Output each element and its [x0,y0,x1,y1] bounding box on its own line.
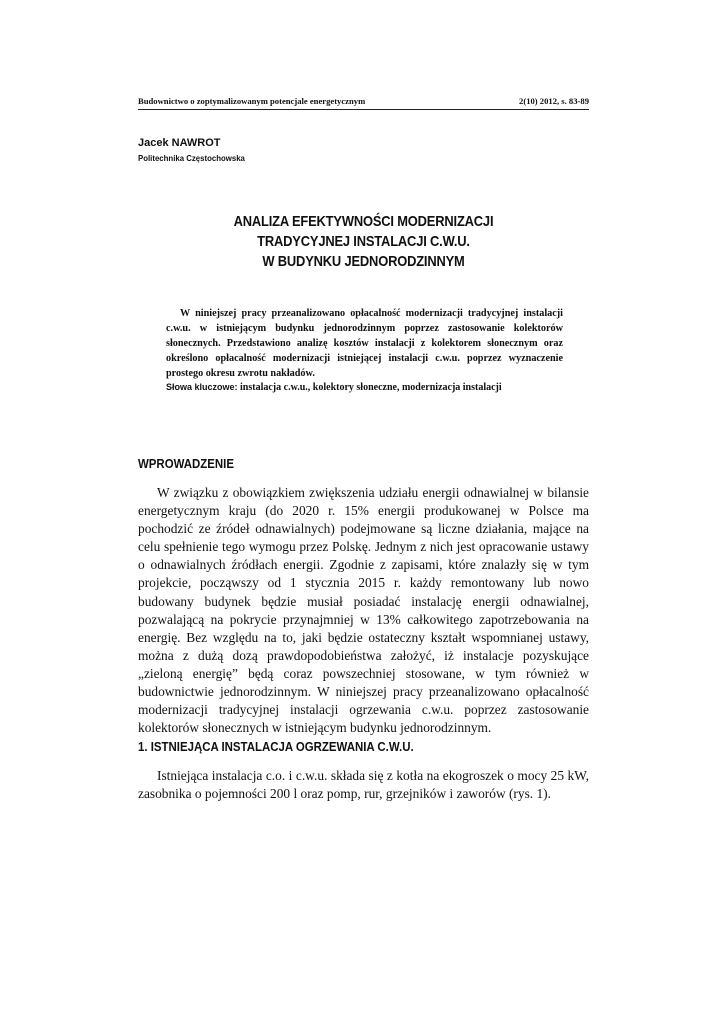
author-name: Jacek NAWROT [138,137,221,149]
section-heading-intro: WPROWADZENIE [138,456,234,471]
title-line-3: W BUDYNKU JEDNORODZINNYM [262,253,465,270]
section-body-intro [138,484,589,737]
journal-name: Budownictwo o zoptymalizowanym potencjale energetycznym [138,96,366,106]
keywords-text: instalacja c.w.u., kolektory słoneczne, modernizacja instalacji [240,382,502,393]
keywords [166,382,563,393]
intro-paragraph: W związku z obowiązkiem zwiększenia udziału energii odnawialnej w bilansie energetycznym kraju (do 2020 r. 15% energii produkowanej w Polsce ma pochodzić ze źródeł odnawialnych) podejmowane są liczne działania, mające na celu spełnienie tego wymogu przez Polskę. Jednym z nich jest opracowanie ustawy o odnawialnych źródłach energii. Zgodnie z zapisami, które znalazły się w tym projekcie, począwszy od 1 stycznia 2015 r. każdy remontowany lub nowo budowany budynek będzie musiał posiadać instalację energii odnawialnej, pozwalającą na pokrycie przynajmniej w 13% całkowitego zapotrzebowania na energię. Bez względu na to, jaki będzie ostateczny kształt wspomnianej ustawy, można z dużą dozą prawdopodobieństwa założyć, iż instalacje pozyskujące „zieloną energię” będą coraz powszechniej stosowane, w tym również w budownictwie jednorodzinnym. W niniejszej pracy przeanalizowano opłacalność modernizacji tradycyjnej instalacji ogrzewania c.w.u. poprzez zastosowanie kolektorów słonecznych w istniejącym budynku jednorodzinnym. [138,485,589,736]
author-affiliation: Politechnika Częstochowska [138,153,245,163]
section-1-paragraph: Istniejąca instalacja c.o. i c.w.u. składa się z kotła na ekogroszek o mocy 25 kW, zasobnika o pojemności 200 l oraz pomp, rur, grzejników i zaworów (rys. 1). [138,768,589,802]
section-body-1 [138,767,589,803]
abstract-text: W niniejszej pracy przeanalizowano opłacalność modernizacji tradycyjnej instalacji c.w.u. w istniejącym budynku jednorodzinnym poprzez zastosowanie kolektorów słonecznych. Przedstawiono analizę kosztów instalacji z kolektorem słonecznym oraz określono opłacalność modernizacji istniejącej instalacji c.w.u. poprzez wyznaczenie prostego okresu zwrotu nakładów. [166,308,563,379]
title-line-2: TRADYCYJNEJ INSTALACJI C.W.U. [257,233,470,250]
section-heading-1: 1. ISTNIEJĄCA INSTALACJA OGRZEWANIA C.W.U. [138,739,414,754]
paper-title [138,212,589,272]
running-header [138,96,589,110]
keywords-label: Słowa kluczowe: [166,382,238,392]
issue-info: 2(10) 2012, s. 83-89 [519,96,589,106]
abstract [166,306,563,381]
author-block [138,137,254,163]
title-line-1: ANALIZA EFEKTYWNOŚCI MODERNIZACJI [233,213,494,230]
